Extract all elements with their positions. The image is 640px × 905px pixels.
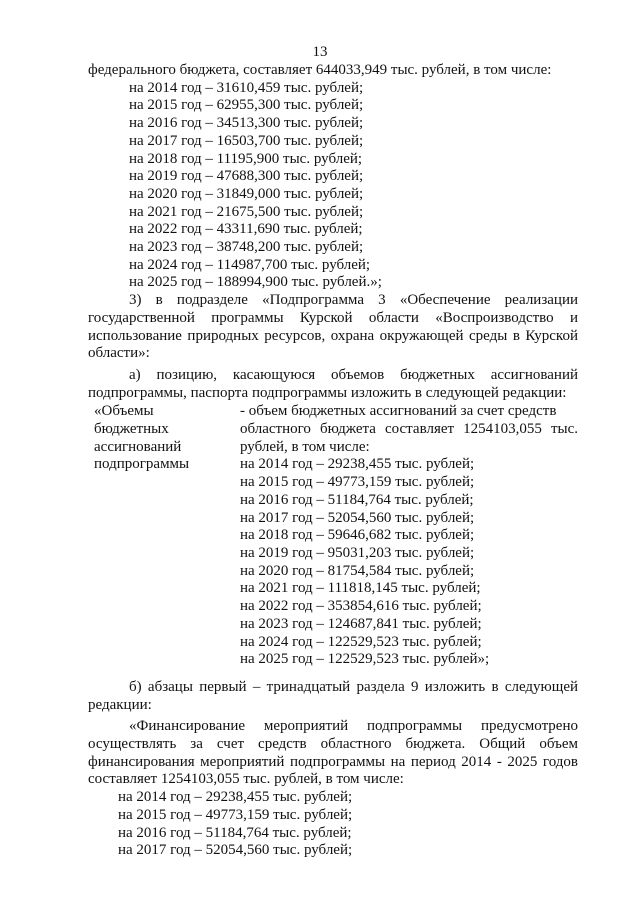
list-item: на 2024 год – 122529,523 тыс. рублей; bbox=[240, 633, 482, 650]
list-item: на 2016 год – 34513,300 тыс. рублей; bbox=[129, 115, 364, 132]
point-b-line: редакции: bbox=[88, 696, 152, 713]
intro-line: федерального бюджета, составляет 644033,949 тыс. рублей, в том числе: bbox=[88, 62, 552, 78]
list-item: на 2019 год – 95031,203 тыс. рублей; bbox=[240, 544, 475, 561]
section-3-line: области»: bbox=[88, 345, 150, 362]
point-b-line: б) абзацы первый – тринадцатый раздела 9 изложить в следующей bbox=[129, 678, 578, 695]
list-item: на 2015 год – 49773,159 тыс. рублей; bbox=[118, 806, 353, 823]
list-item: на 2016 год – 51184,764 тыс. рублей; bbox=[118, 824, 352, 841]
list-item: на 2021 год – 111818,145 тыс. рублей; bbox=[240, 580, 481, 597]
list-item: на 2022 год – 43311,690 тыс. рублей; bbox=[129, 221, 363, 238]
passport-table bbox=[88, 403, 578, 669]
document-body bbox=[88, 62, 578, 860]
list-item: на 2025 год – 122529,523 тыс. рублей»; bbox=[240, 651, 490, 668]
list-item: на 2022 год – 353854,616 тыс. рублей; bbox=[240, 598, 482, 615]
list-item: на 2019 год – 47688,300 тыс. рублей; bbox=[129, 168, 364, 185]
financing-paragraph bbox=[88, 718, 578, 789]
passport-intro-line: - объем бюджетных ассигнований за счет средств bbox=[240, 403, 557, 420]
list-item: на 2025 год – 188994,900 тыс. рублей.»; bbox=[129, 274, 382, 291]
list-item: на 2018 год – 59646,682 тыс. рублей; bbox=[240, 527, 475, 544]
federal-years-list bbox=[88, 80, 578, 292]
passport-label: «Объемы бюджетных ассигнований подпрограммы bbox=[94, 403, 190, 473]
list-item: на 2023 год – 124687,841 тыс. рублей; bbox=[240, 615, 482, 632]
passport-content bbox=[240, 403, 578, 669]
point-a-line: а) позицию, касающуюся объемов бюджетных ассигнований bbox=[129, 366, 578, 383]
financing-line: составляет 1254103,055 тыс. рублей, в том числе: bbox=[88, 771, 404, 788]
point-a-line: подпрограммы, паспорта подпрограммы изложить в следующей редакции: bbox=[88, 384, 567, 401]
list-item: на 2020 год – 31849,000 тыс. рублей; bbox=[129, 185, 364, 202]
financing-line: осуществлять за счет средств областного бюджета. Общий объем bbox=[88, 736, 578, 753]
list-item: на 2017 год – 16503,700 тыс. рублей; bbox=[129, 132, 364, 149]
list-item: на 2024 год – 114987,700 тыс. рублей; bbox=[129, 256, 371, 273]
financing-years-list bbox=[88, 789, 578, 860]
passport-intro-line: рублей, в том числе: bbox=[240, 438, 370, 455]
list-item: на 2014 год – 31610,459 тыс. рублей; bbox=[129, 79, 364, 96]
list-item: на 2020 год – 81754,584 тыс. рублей; bbox=[240, 562, 475, 579]
section-3-line: использование природных ресурсов, охрана окружающей среды в Курской bbox=[88, 327, 578, 344]
list-item: на 2015 год – 62955,300 тыс. рублей; bbox=[129, 97, 364, 114]
financing-line: «Финансирование мероприятий подпрограммы предусмотрено bbox=[129, 718, 578, 735]
list-item: на 2014 год – 29238,455 тыс. рублей; bbox=[240, 456, 475, 473]
list-item: на 2014 год – 29238,455 тыс. рублей; bbox=[118, 789, 353, 806]
point-a-paragraph bbox=[88, 367, 578, 402]
point-b-paragraph bbox=[88, 679, 578, 714]
list-item: на 2023 год – 38748,200 тыс. рублей; bbox=[129, 239, 364, 256]
financing-line: финансирования мероприятий подпрограммы на период 2014 - 2025 годов bbox=[88, 753, 578, 770]
section-3-line: государственной программы Курской области «Воспроизводство и bbox=[88, 309, 578, 326]
list-item: на 2016 год – 51184,764 тыс. рублей; bbox=[240, 491, 474, 508]
list-item: на 2017 год – 52054,560 тыс. рублей; bbox=[118, 842, 353, 859]
list-item: на 2017 год – 52054,560 тыс. рублей; bbox=[240, 509, 475, 526]
section-3-paragraph bbox=[88, 292, 578, 363]
page-number: 13 bbox=[312, 44, 328, 60]
list-item: на 2018 год – 11195,900 тыс. рублей; bbox=[129, 150, 363, 167]
section-3-line: 3) в подразделе «Подпрограмма 3 «Обеспечение реализации bbox=[129, 292, 578, 309]
list-item: на 2015 год – 49773,159 тыс. рублей; bbox=[240, 474, 475, 491]
passport-intro-line: областного бюджета составляет 1254103,055 тыс. bbox=[240, 421, 578, 438]
list-item: на 2021 год – 21675,500 тыс. рублей; bbox=[129, 203, 364, 220]
